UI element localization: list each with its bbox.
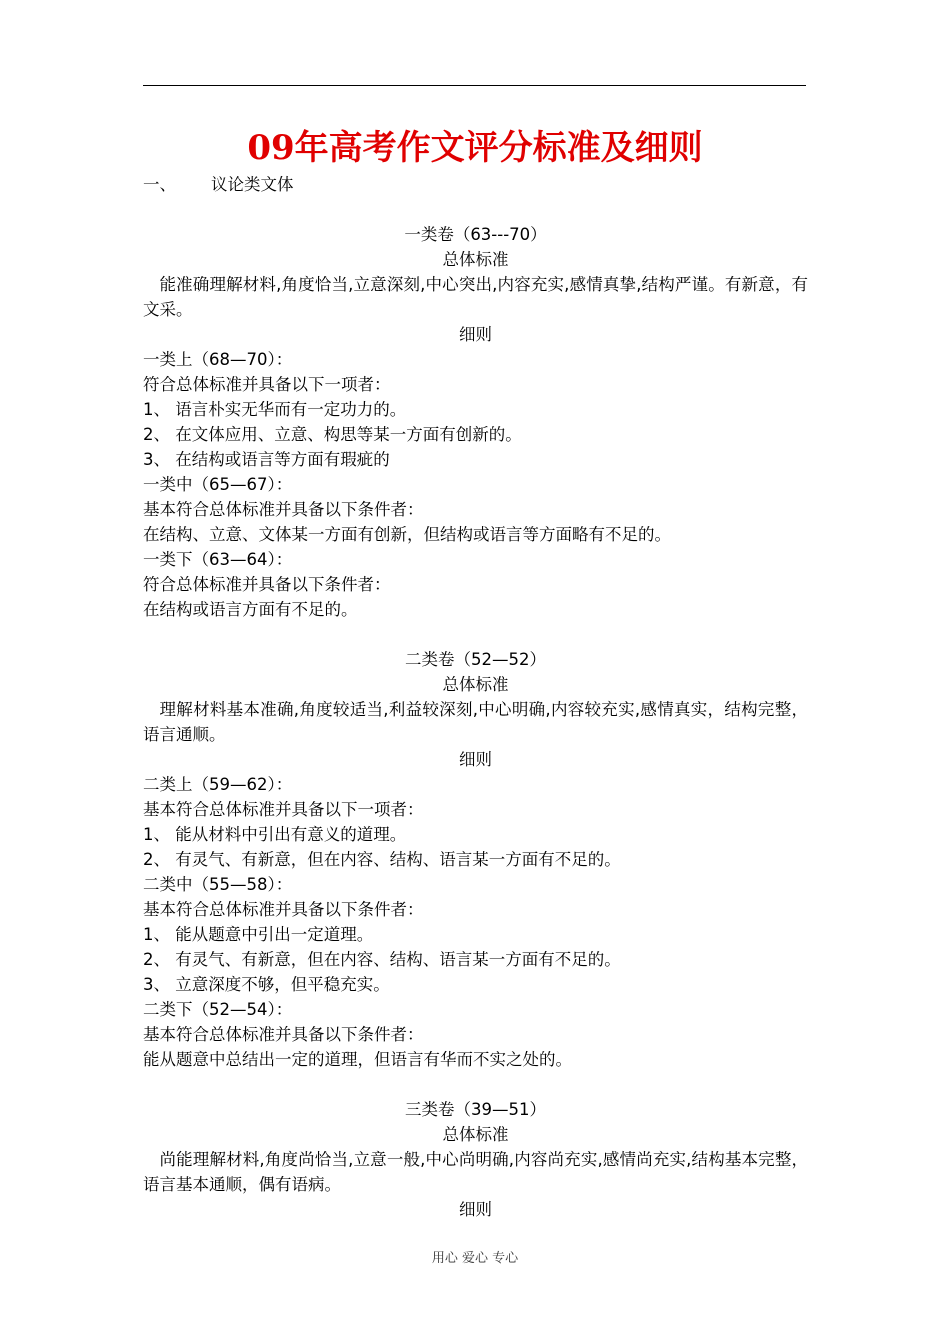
class2-middle-item: 3、 立意深度不够，但平稳充实。	[143, 975, 390, 994]
class1-upper-item: 1、 语言朴实无华而有一定功力的。	[143, 400, 407, 419]
class1-lower-item: 在结构或语言方面有不足的。	[143, 600, 358, 619]
class2-middle-item: 2、 有灵气、有新意，但在内容、结构、语言某一方面有不足的。	[143, 950, 621, 969]
class2-lower-requirement: 基本符合总体标准并具备以下条件者：	[143, 1025, 424, 1044]
class1-upper-item: 2、 在文体应用、立意、构思等某一方面有创新的。	[143, 425, 522, 444]
class1-standard-heading: 总体标准	[442, 250, 509, 269]
class1-lower-heading: 一类下（63—64）：	[143, 550, 293, 569]
class1-heading: 一类卷（63---70）	[404, 225, 547, 244]
class2-upper-requirement: 基本符合总体标准并具备以下一项者：	[143, 800, 424, 819]
class3-standard: 尚能理解材料,角度尚恰当,立意一般,中心尚明确,内容尚充实,感情尚充实,结构基本完整，语言基本通顺，偶有语病。	[143, 1150, 808, 1194]
header-rule	[143, 85, 806, 86]
class1-detail-heading: 细则	[459, 325, 492, 344]
class2-middle-heading: 二类中（55—58）：	[143, 875, 293, 894]
class2-upper-heading: 二类上（59—62）：	[143, 775, 293, 794]
class2-detail-heading: 细则	[459, 750, 492, 769]
class2-block	[143, 647, 808, 1072]
class1-middle-heading: 一类中（65—67）：	[143, 475, 293, 494]
class2-standard-heading: 总体标准	[442, 675, 509, 694]
class2-upper-item: 1、 能从材料中引出有意义的道理。	[143, 825, 407, 844]
section-label: 议论类文体	[211, 175, 294, 194]
class3-heading: 三类卷（39—51）	[405, 1100, 546, 1119]
document-body	[143, 172, 808, 1222]
class2-upper-item: 2、 有灵气、有新意，但在内容、结构、语言某一方面有不足的。	[143, 850, 621, 869]
class2-standard: 理解材料基本准确,角度较适当,利益较深刻,中心明确,内容较充实,感情真实，结构完整，语言通顺。	[143, 700, 808, 744]
class2-lower-item: 能从题意中总结出一定的道理，但语言有华而不实之处的。	[143, 1050, 572, 1069]
class1-standard: 能准确理解材料,角度恰当,立意深刻,中心突出,内容充实,感情真挚,结构严谨。有新意，有文采。	[143, 275, 808, 319]
spacer	[143, 622, 808, 647]
section-heading	[143, 172, 808, 197]
page-footer: 用心 爱心 专心	[431, 1251, 519, 1266]
class1-upper-heading: 一类上（68—70）：	[143, 350, 293, 369]
class1-middle-item: 在结构、立意、文体某一方面有创新，但结构或语言等方面略有不足的。	[143, 525, 671, 544]
class1-lower-requirement: 符合总体标准并具备以下条件者：	[143, 575, 391, 594]
class1-upper-item: 3、 在结构或语言等方面有瑕疵的	[143, 450, 390, 469]
class3-standard-heading: 总体标准	[442, 1125, 509, 1144]
class1-middle-requirement: 基本符合总体标准并具备以下条件者：	[143, 500, 424, 519]
class1-block	[143, 222, 808, 622]
class2-middle-requirement: 基本符合总体标准并具备以下条件者：	[143, 900, 424, 919]
section-number: 一、	[143, 175, 176, 194]
class3-block	[143, 1097, 808, 1222]
spacer	[143, 1072, 808, 1097]
document-title: 09年高考作文评分标准及细则	[247, 128, 703, 168]
class2-middle-item: 1、 能从题意中引出一定道理。	[143, 925, 374, 944]
class2-heading: 二类卷（52—52）	[405, 650, 546, 669]
class2-lower-heading: 二类下（52—54）：	[143, 1000, 293, 1019]
class3-detail-heading: 细则	[459, 1200, 492, 1219]
class1-upper-requirement: 符合总体标准并具备以下一项者：	[143, 375, 391, 394]
